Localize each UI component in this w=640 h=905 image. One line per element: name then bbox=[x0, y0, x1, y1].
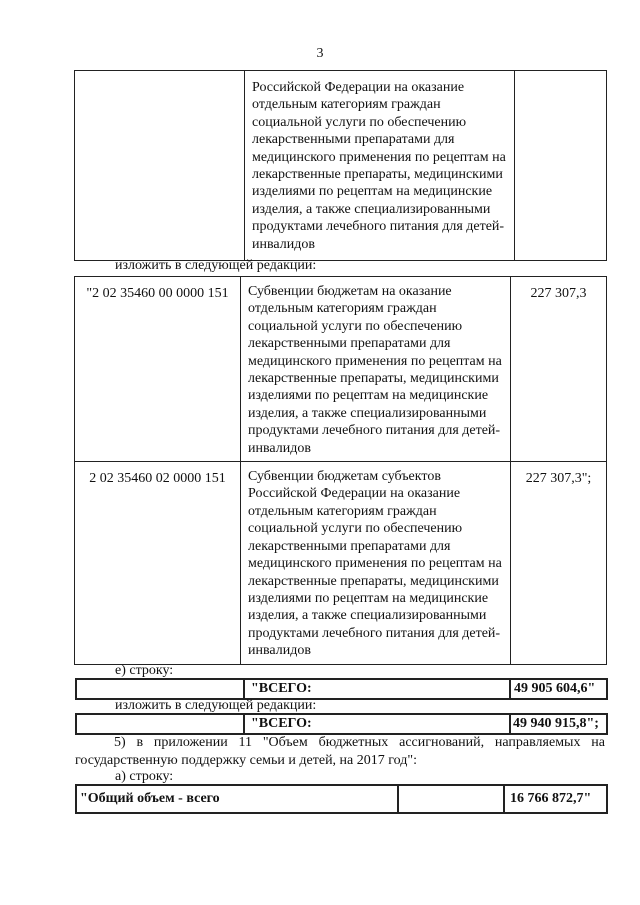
total-general-label: "Общий объем - всего bbox=[76, 785, 398, 813]
amount-cell: 227 307,3"; bbox=[511, 462, 607, 664]
code-cell bbox=[75, 71, 245, 261]
description-cell: Российской Федерации на оказание отдельным категориям граждан социальной услуги по обеспечению лекарственными препаратами для медицинского применения по рецептам на лекарственные препараты, медицинскими изделиями по рецептам на медицинские изделия, а также специализированными продуктами лечебного питания для детей-инвалидов bbox=[245, 71, 515, 261]
total-amount: 49 940 915,8"; bbox=[510, 714, 607, 734]
instruction-row-e: е) строку: bbox=[115, 663, 174, 678]
total-label: "ВСЕГО: bbox=[244, 714, 510, 734]
table-row bbox=[76, 679, 607, 699]
description-cell: Субвенции бюджетам на оказание отдельным категориям граждан социальной услуги по обеспечению лекарственными препаратами для медицинского применения по рецептам на лекарственные препараты, медицинскими изделиями по рецептам на медицинские изделия, а также специализированными продуктами лечебного питания для детей-инвалидов bbox=[241, 277, 511, 462]
table-continuation bbox=[74, 70, 607, 261]
code-cell: "2 02 35460 00 0000 151 bbox=[75, 277, 241, 462]
amount-cell: 227 307,3 bbox=[511, 277, 607, 462]
total-general-amount: 16 766 872,7" bbox=[504, 785, 607, 813]
code-cell: 2 02 35460 02 0000 151 bbox=[75, 462, 241, 664]
description-cell: Субвенции бюджетам субъектов Российской Федерации на оказание отдельным категориям граждан социальной услуги по обеспечению лекарственными препаратами для медицинского применения по рецептам на лекарственные препараты, медицинскими изделиями по рецептам на медицинские изделия, а также специализированными продуктами лечебного питания для детей-инвалидов bbox=[241, 462, 511, 664]
empty-cell bbox=[398, 785, 504, 813]
total-label: "ВСЕГО: bbox=[244, 679, 510, 699]
table-total-general bbox=[75, 784, 608, 814]
amount-cell bbox=[515, 71, 607, 261]
empty-cell bbox=[76, 714, 244, 734]
instruction-new-edition: изложить в следующей редакции: bbox=[115, 258, 317, 273]
table-row bbox=[75, 71, 607, 261]
empty-cell bbox=[76, 679, 244, 699]
table-row bbox=[76, 785, 607, 813]
paragraph-appendix-11: 5) в приложении 11 "Объем бюджетных ассигнований, направляемых на государственную поддержку семьи и детей, на 2017 год": bbox=[75, 735, 605, 768]
total-amount: 49 905 604,6" bbox=[510, 679, 607, 699]
table-row bbox=[75, 462, 607, 664]
table-row bbox=[75, 277, 607, 462]
instruction-new-edition-2: изложить в следующей редакции: bbox=[115, 698, 317, 713]
page-number: 3 bbox=[316, 46, 324, 61]
table-new-edition bbox=[74, 276, 607, 665]
table-row bbox=[76, 714, 607, 734]
instruction-row-a: а) строку: bbox=[115, 769, 174, 784]
table-total-new bbox=[75, 713, 608, 735]
